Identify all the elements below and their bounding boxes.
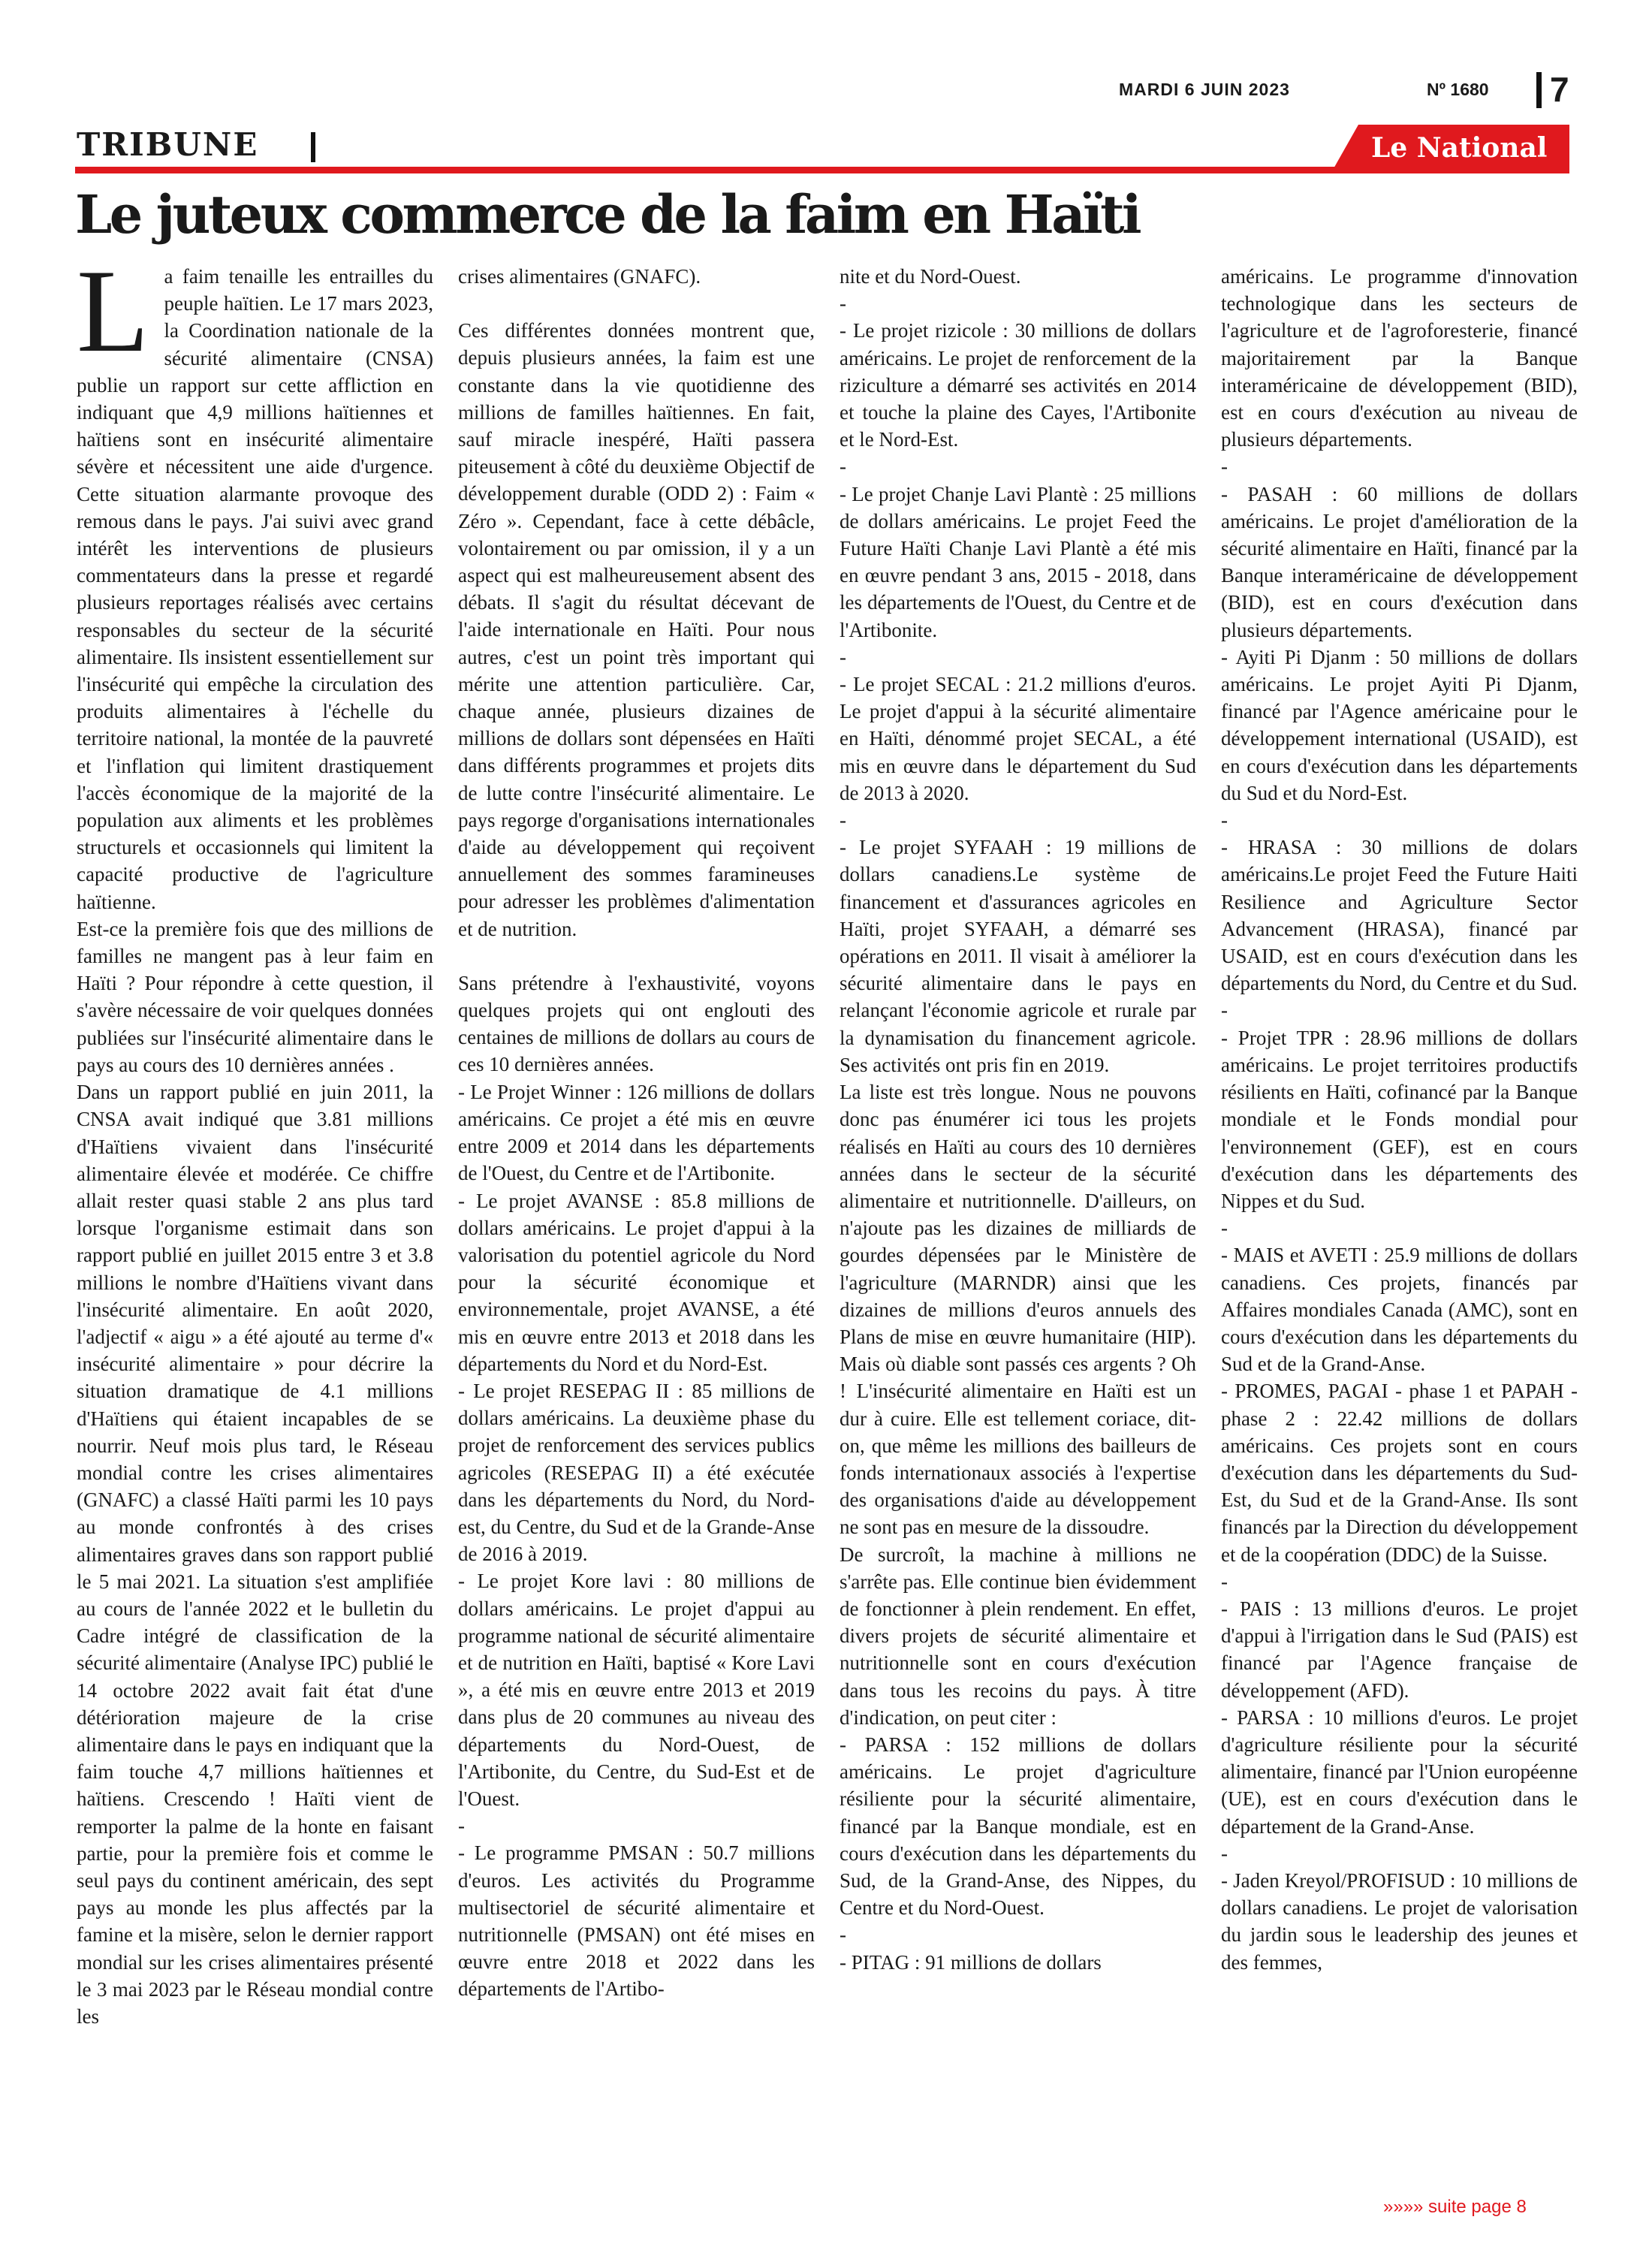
list-separator: - xyxy=(1221,1217,1228,1240)
list-item: - Projet TPR : 28.96 millions de dollars américains. Le projet territoires productifs résilients en Haïti, cofinancé par la Banque mondiale et le Fonds mondial pour l'environnement (GEF), est en cours d'exécution dans les départements des Nippes et du Sud. xyxy=(1221,1026,1578,1212)
list-item: - Le projet SYFAAH : 19 millions de dollars canadiens.Le système de financement et d'assurances agricoles en Haïti, projet SYFAAH, a démarré ses opérations en 2011. Il visait à améliorer la sécurité alimentaire dans le pays en relançant l'économie agricole et rurale par la dynamisation du financement agricole. Ses activités ont pris fin en 2019. xyxy=(840,836,1196,1076)
article-column-3 xyxy=(840,263,1196,1976)
paragraph: Sans prétendre à l'exhaustivité, voyons quelques projets qui ont englouti des centaines de millions de dollars au cours de ces 10 dernières années. xyxy=(458,971,815,1076)
list-item: - Jaden Kreyol/PROFISUD : 10 millions de dollars canadiens. Le projet de valorisation du jardin sous le leadership des jeunes et des femmes, xyxy=(1221,1868,1578,1974)
list-item: - Le projet Kore lavi : 80 millions de dollars américains. Le projet d'appui au programme national de sécurité alimentaire et de nutrition en Haïti, baptisé « Kore Lavi », a été mis en œuvre entre 2013 et 2019 dans plus de 20 communes au niveau des départements du Nord-Ouest, de l'Artibonite, du Centre, du Sud-Est et de l'Ouest. xyxy=(458,1570,815,1810)
list-separator: - xyxy=(840,645,846,668)
headline: Le juteux commerce de la faim en Haïti xyxy=(75,183,1140,246)
list-separator: - xyxy=(840,455,846,478)
paragraph: américains. Le programme d'innovation technologique dans les secteurs de l'agriculture et de l'agroforesterie, financé majoritairement par la Banque interaméricaine de développement (BID), est en cours d'exécution au niveau de plusieurs départements. xyxy=(1221,265,1578,451)
paragraph: Ces différentes données montrent que, depuis plusieurs années, la faim est une constante dans la vie quotidienne des millions de familles haïtiennes. En fait, sauf miracle inespéré, Haïti passera piteusement à côté du deuxième Objectif de développement durable (ODD 2) : Faim « Zéro ». Cependant, face à cette débâcle, volontairement ou par omission, il y a un aspect qui est malheureusement absent des débats. Il s'agit du résultat décevant de l'aide internationale en Haïti. Pour nous autres, c'est un point très important qui mérite une attention particulière. Car, chaque année, plusieurs dizaines de millions de dollars sont dépensées en Haïti dans différents programmes et projets dits de lutte contre l'insécurité alimentaire. Le pays regorge d'organisations internationales d'aide au développement qui reçoivent annuellement des sommes faramineuses pour adresser les problèmes d'alimentation et de nutrition. xyxy=(458,319,815,940)
issue-number: Nº 1680 xyxy=(1427,80,1489,99)
paragraph: La liste est très longue. Nous ne pouvons donc pas énumérer ici tous les projets réalisés en Haïti au cours des 10 dernières années dans le secteur de la sécurité alimentaire et nutritionnelle. D'ailleurs, on n'ajoute pas les dizaines de milliards de gourdes dépensées par le Ministère de l'agriculture (MARNDR) ainsi que les dizaines de millions d'euros annuels des Plans de mise en œuvre humanitaire (HIP). Mais où diable sont passés ces argents ? Oh ! L'insécurité alimentaire en Haïti est un dur à cuire. Elle est tellement coriace, dit-on, que même les millions des bailleurs de fonds internationaux associés à l'expertise des organisations d'aide au développement ne sont pas en mesure de la dissoudre. xyxy=(840,1081,1196,1539)
list-separator: - xyxy=(840,809,846,832)
paragraph: crises alimentaires (GNAFC). xyxy=(458,265,701,288)
list-separator: - xyxy=(1221,1570,1228,1593)
list-separator: - xyxy=(1221,809,1228,832)
paragraph: Est-ce la première fois que des millions de familles ne mangent pas à leur faim en Haïti ? Pour répondre à cette question, il s'avère nécessaire de voir quelques données publiées sur l'insécurité alimentaire dans le pays au cours des 10 dernières années . xyxy=(77,917,433,1076)
list-item: - Le programme PMSAN : 50.7 millions d'euros. Les activités du Programme multisectoriel de sécurité alimentaire et nutritionnelle (PMSAN) ont été mises en œuvre entre 2018 et 2022 dans les départements de l'Artibo- xyxy=(458,1841,815,2001)
brand-label: Le National xyxy=(1371,132,1548,164)
list-item: - PARSA : 152 millions de dollars américains. Le projet d'agriculture résiliente pour la sécurité alimentaire, financé par la Banque mondiale, est en cours d'exécution dans les départements du Sud, de la Grand-Anse, des Nippes, du Centre et du Nord-Ouest. xyxy=(840,1733,1196,1920)
list-separator: - xyxy=(1221,1841,1228,1865)
drop-cap: L xyxy=(77,246,149,377)
masthead-divider xyxy=(1536,72,1542,108)
list-item: - HRASA : 30 millions de dolars américains.Le projet Feed the Future Haiti Resilience and Agriculture Sector Advancement (HRASA), financé par USAID, est en cours d'exécution dans les départements du Nord, du Centre et du Sud. xyxy=(1221,836,1578,995)
page-number: 7 xyxy=(1550,70,1569,109)
list-separator: - xyxy=(458,1814,465,1838)
list-item: - PASAH : 60 millions de dollars américains. Le projet d'amélioration de la sécurité alimentaire en Haïti, financé par la Banque interaméricaine de développement (BID), est en cours d'exécution dans plusieurs départements. xyxy=(1221,482,1578,641)
continued-link[interactable]: »»»» suite page 8 xyxy=(1383,2197,1527,2217)
paragraph: nite et du Nord-Ouest. xyxy=(840,265,1021,288)
list-item: - Le projet SECAL : 21.2 millions d'euros. Le projet d'appui à la sécurité alimentaire en Haïti, dénommé projet SECAL, a été mis en œuvre dans le département du Sud de 2013 à 2020. xyxy=(840,673,1196,804)
list-item: - PROMES, PAGAI - phase 1 et PAPAH - phase 2 : 22.42 millions de dollars américains. Ces projets sont en cours d'exécution dans les départements du Sud-Est, du Sud et de la Grand-Anse. Ils sont financés par la Direction du développement et de la coopération (DDC) de la Suisse. xyxy=(1221,1380,1578,1566)
list-separator: - xyxy=(1221,999,1228,1022)
article-column-2 xyxy=(458,263,815,2003)
list-item: - MAIS et AVETI : 25.9 millions de dollars canadiens. Ces projets, financés par Affaires mondiales Canada (AMC), sont en cours d'exécution dans les départements du Sud et de la Grand-Anse. xyxy=(1221,1244,1578,1376)
list-item: - PARSA : 10 millions d'euros. Le projet d'agriculture résiliente pour la sécurité alimentaire, financé par l'Union européenne (UE), est en cours d'exécution dans le département de la Grand-Anse. xyxy=(1221,1706,1578,1838)
list-separator: - xyxy=(1221,455,1228,478)
list-item: - Le projet RESEPAG II : 85 millions de dollars américains. La deuxième phase du projet de renforcement des services publics agricoles (RESEPAG II) a été exécutée dans les départements du Nord, du Nord-est, du Centre, du Sud et de la Grande-Anse de 2016 à 2019. xyxy=(458,1379,815,1566)
list-item: - PITAG : 91 millions de dollars xyxy=(840,1950,1102,1974)
article-column-1 xyxy=(77,246,433,2030)
list-item: - Le projet rizicole : 30 millions de dollars américains. Le projet de renforcement de la riziculture a démarré ses activités en 2014 et touche la plaine des Cayes, l'Artibonite et le Nord-Est. xyxy=(840,319,1196,451)
list-separator: - xyxy=(840,292,846,315)
masthead-dateline: MARDI 6 JUIN 2023 xyxy=(1119,80,1290,99)
list-separator: - xyxy=(840,1923,846,1947)
section-divider xyxy=(311,132,315,162)
list-item: - Le projet AVANSE : 85.8 millions de dollars américains. Le projet d'appui à la valorisation du potentiel agricole du Nord pour la sécurité économique et environnementale, projet AVANSE, a été mis en œuvre entre 2013 et 2018 dans les départements du Nord et du Nord-Est. xyxy=(458,1189,815,1375)
list-item: - Le Projet Winner : 126 millions de dollars américains. Ce projet a été mis en œuvre entre 2009 et 2014 dans les départements de l'Ouest, du Centre et de l'Artibonite. xyxy=(458,1080,815,1185)
paragraph: a faim tenaille les entrailles du peuple haïtien. Le 17 mars 2023, la Coordination nationale de la sécurité alimentaire (CNSA) publie un rapport sur cette affliction en indiquant que 4,9 millions haïtiennes et haïtiens sont en insécurité alimentaire sévère et nécessitent une aide d'urgence. Cette situation alarmante provoque des remous dans le pays. J'ai suivi avec grand intérêt les interventions de plusieurs commentateurs dans la presse et regardé plusieurs reportages réalisés avec certains responsables du secteur de la sécurité alimentaire. Ils insistent essentiellement sur l'insécurité qui empêche la circulation des produits alimentaires à l'échelle du territoire national, la montée de la pauvreté et l'inflation qui limitent drastiquement l'accès économique de la majorité de la population aux aliments et les problèmes structurels et occasionnels qui limitent la capacité productive de l'agriculture haïtienne. xyxy=(77,265,433,913)
section-label: TRIBUNE xyxy=(77,126,259,163)
paragraph: Dans un rapport publié en juin 2011, la CNSA avait indiqué que 3.81 millions d'Haïtiens vivaient dans l'insécurité alimentaire élevée et modérée. Ce chiffre allait rester quasi stable 2 ans plus tard lorsque l'organisme estimait dans son rapport publié en juillet 2015 entre 3 et 3.8 millions le nombre d'Haïtiens vivant dans l'insécurité alimentaire. En août 2020, l'adjectif « aigu » a été ajouté au terme d'« insécurité alimentaire » pour décrire la situation dramatique de 4.1 millions d'Haïtiens qui étaient incapables de se nourrir. Neuf mois plus tard, le Réseau mondial contre les crises alimentaires (GNAFC) a classé Haïti parmi les 10 pays au monde confrontés à des crises alimentaires graves dans son rapport publié le 5 mai 2021. La situation s'est amplifiée au cours de l'année 2022 et le bulletin du Cadre intégré de classification de la sécurité alimentaire (Analyse IPC) publié le 14 octobre 2022 avait fait état d'une détérioration majeure de la crise alimentaire dans le pays en indiquant que la faim touche 4,7 millions haïtiennes et haïtiens. Crescendo ! Haïti vient de remporter la palme de la honte en faisant partie, pour la première fois et comme le seul pays du continent américain, des sept pays au monde les plus affectés par la famine et la misère, selon le dernier rapport mondial sur les crises alimentaires présenté le 3 mai 2023 par le Réseau mondial contre les xyxy=(77,1081,433,2028)
paragraph: De surcroît, la machine à millions ne s'arrête pas. Elle continue bien évidemment de fonctionner à plein rendement. En effet, divers projets de sécurité alimentaire et nutritionnelle sont en cours d'exécution dans tous les recoins du pays. À titre d'indication, on peut citer : xyxy=(840,1543,1196,1729)
list-item: - PAIS : 13 millions d'euros. Le projet d'appui à l'irrigation dans le Sud (PAIS) est financé par l'Agence française de développement (AFD). xyxy=(1221,1597,1578,1702)
article-column-4 xyxy=(1221,263,1578,1976)
list-item: - Le projet Chanje Lavi Plantè : 25 millions de dollars américains. Le projet Feed the Future Haïti Chanje Lavi Plantè a été mis en œuvre pendant 3 ans, 2015 - 2018, dans les départements de l'Ouest, du Centre et de l'Artibonite. xyxy=(840,482,1196,641)
list-item: - Ayiti Pi Djanm : 50 millions de dollars américains. Le projet Ayiti Pi Djanm, financé par l'Agence américaine pour le développement international (USAID), est en cours d'exécution dans les départements du Sud et du Nord-Est. xyxy=(1221,645,1578,804)
